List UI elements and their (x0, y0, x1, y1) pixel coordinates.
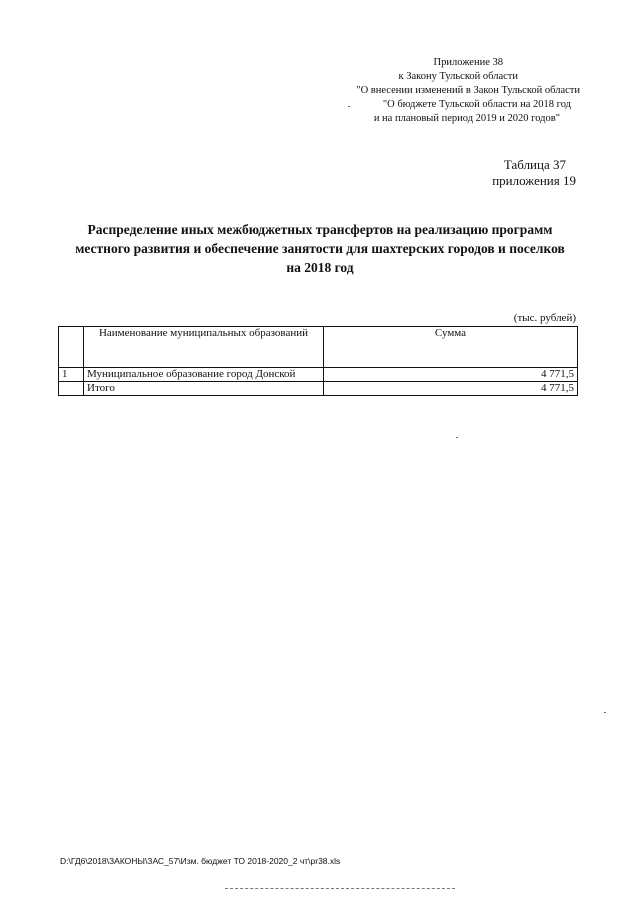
row-name: Итого (84, 382, 324, 396)
row-number (59, 382, 84, 396)
appendix-line: к Закону Тульской области (398, 71, 518, 82)
units-label: (тыс. рублей) (513, 312, 576, 324)
row-name: Муниципальное образование город Донской (84, 368, 324, 382)
appendix-line: "О бюджете Тульской области на 2018 год (382, 99, 571, 110)
appendix-line: "О внесении изменений в Закон Тульской области (356, 85, 580, 96)
document-title (60, 220, 580, 277)
header-sum: Сумма (324, 327, 578, 368)
row-sum: 4 771,5 (324, 382, 578, 396)
table-number: Таблица 37 (503, 157, 566, 172)
appendix-number: приложения 19 (492, 173, 576, 188)
appendix-line: и на плановый период 2019 и 2020 годов" (373, 113, 560, 124)
title-line: Распределение иных межбюджетных трансфертов на реализацию программ (87, 222, 553, 237)
header-number (59, 327, 84, 368)
table-header-row (59, 327, 578, 368)
header-name: Наименование муниципальных образований (84, 327, 324, 368)
scan-speck (604, 712, 606, 713)
scan-dashed-line (225, 888, 455, 889)
scan-speck (456, 437, 458, 438)
title-line: местного развития и обеспечение занятости для шахтерских городов и поселков (75, 241, 565, 256)
file-path: D:\ГД6\2018\ЗАКОНЫ\ЗАС_57\Изм. бюджет ТО 2018-2020_2 чт\pr38.xls (60, 856, 341, 866)
allocation-table (58, 326, 578, 396)
table-row (59, 368, 578, 382)
appendix-line: Приложение 38 (433, 57, 503, 68)
appendix-header (280, 56, 580, 126)
row-sum: 4 771,5 (324, 368, 578, 382)
table-total-row (59, 382, 578, 396)
scan-speck (348, 106, 350, 107)
title-line: на 2018 год (286, 260, 354, 275)
table-reference (492, 157, 576, 189)
row-number: 1 (59, 368, 84, 382)
